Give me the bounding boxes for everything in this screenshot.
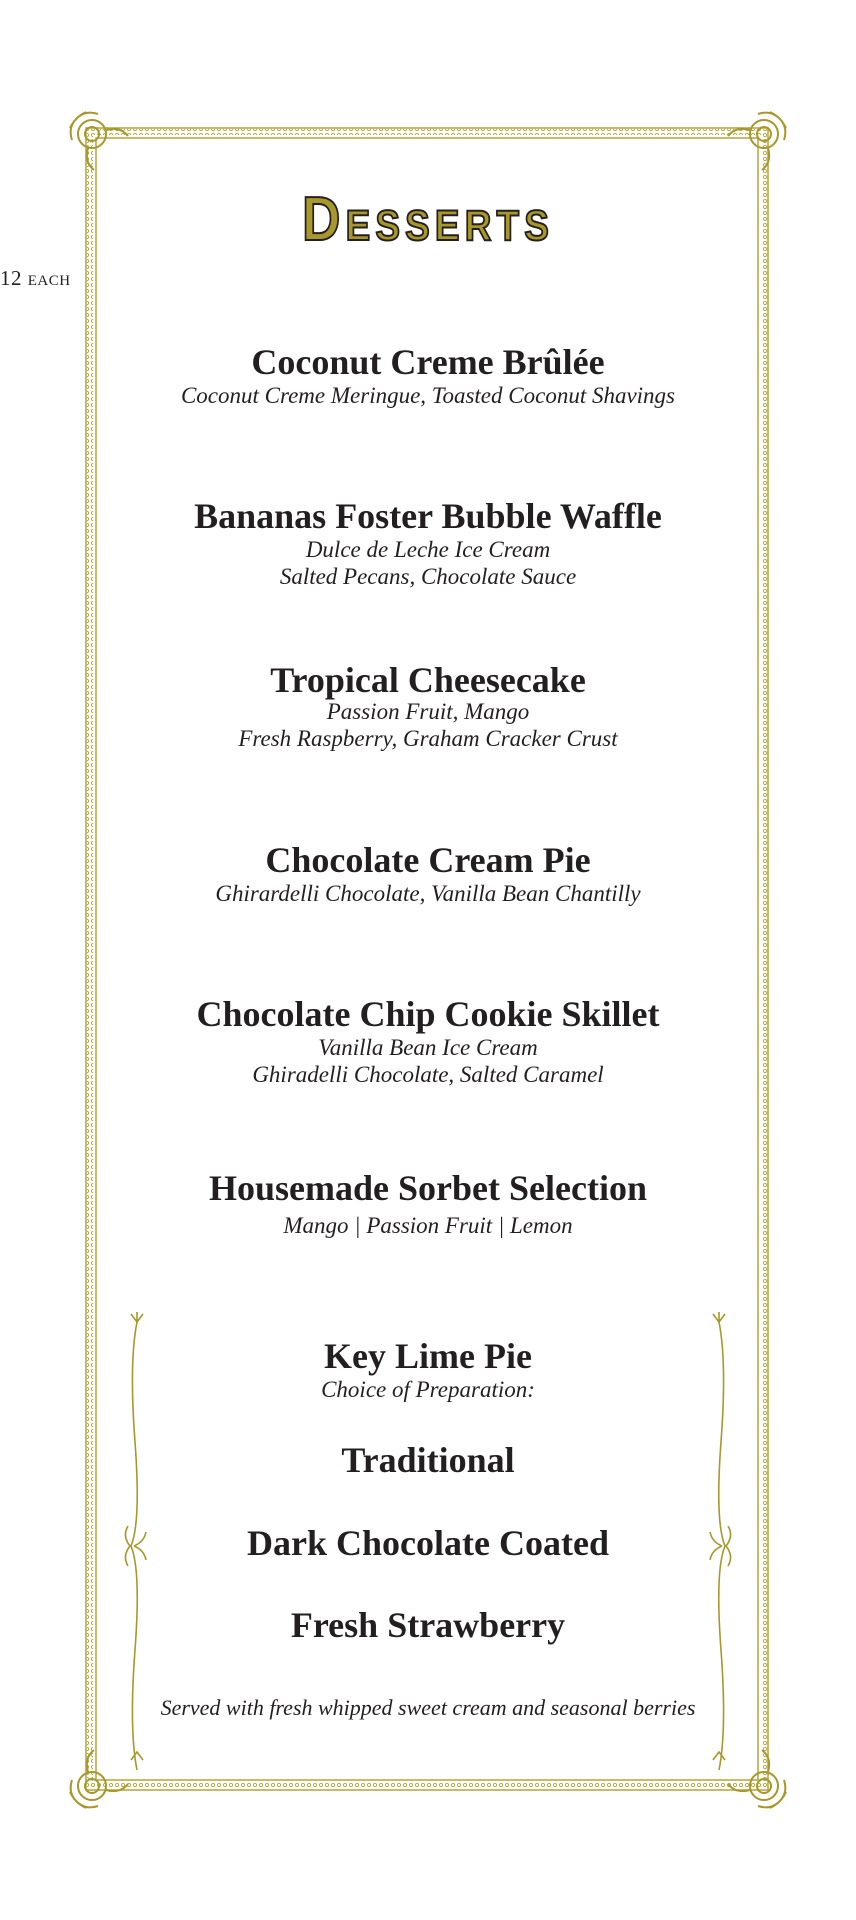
item-description: Mango | Passion Fruit | Lemon — [283, 1213, 573, 1238]
page-title-text: Desserts — [302, 185, 554, 250]
item-name: Coconut Creme Brûlée — [251, 342, 605, 382]
item-description: Ghirardelli Chocolate, Vanilla Bean Chantilly — [215, 881, 641, 906]
item-name: Key Lime Pie — [324, 1336, 532, 1376]
item-description: Choice of Preparation: — [321, 1377, 535, 1402]
item-name: Chocolate Cream Pie — [265, 840, 591, 880]
menu-item-chocolate-chip-cookie-skillet — [0, 994, 856, 1088]
menu-item-housemade-sorbet-selection — [0, 1168, 856, 1239]
item-description: Coconut Creme Meringue, Toasted Coconut Shavings — [180, 383, 676, 408]
item-description: Salted Pecans, Chocolate Sauce — [279, 564, 577, 589]
item-name: Housemade Sorbet Selection — [209, 1168, 647, 1208]
item-description: Dulce de Leche Ice Cream — [305, 537, 551, 562]
menu-item-tropical-cheesecake — [0, 662, 856, 752]
menu-item-key-lime-pie — [0, 1336, 856, 1403]
price-note: 12 each — [0, 266, 71, 290]
item-description: Passion Fruit, Mango — [326, 699, 530, 724]
item-name: Bananas Foster Bubble Waffle — [194, 496, 662, 536]
key-lime-option-traditional: Traditional — [341, 1440, 515, 1480]
item-description: Ghiradelli Chocolate, Salted Caramel — [252, 1062, 604, 1087]
menu-item-chocolate-cream-pie — [0, 840, 856, 907]
item-name: Tropical Cheesecake — [270, 660, 586, 700]
page-title — [0, 180, 856, 250]
item-description: Vanilla Bean Ice Cream — [318, 1035, 538, 1060]
item-description: Fresh Raspberry, Graham Cracker Crust — [238, 726, 618, 751]
key-lime-option-fresh-strawberry: Fresh Strawberry — [290, 1605, 566, 1645]
menu-item-bananas-foster-bubble-waffle — [0, 496, 856, 590]
item-name: Chocolate Chip Cookie Skillet — [196, 994, 660, 1034]
key-lime-option-dark-chocolate: Dark Chocolate Coated — [247, 1523, 609, 1563]
menu-item-coconut-creme-brulee — [0, 342, 856, 409]
serving-footnote: Served with fresh whipped sweet cream and seasonal berries — [160, 1695, 696, 1720]
